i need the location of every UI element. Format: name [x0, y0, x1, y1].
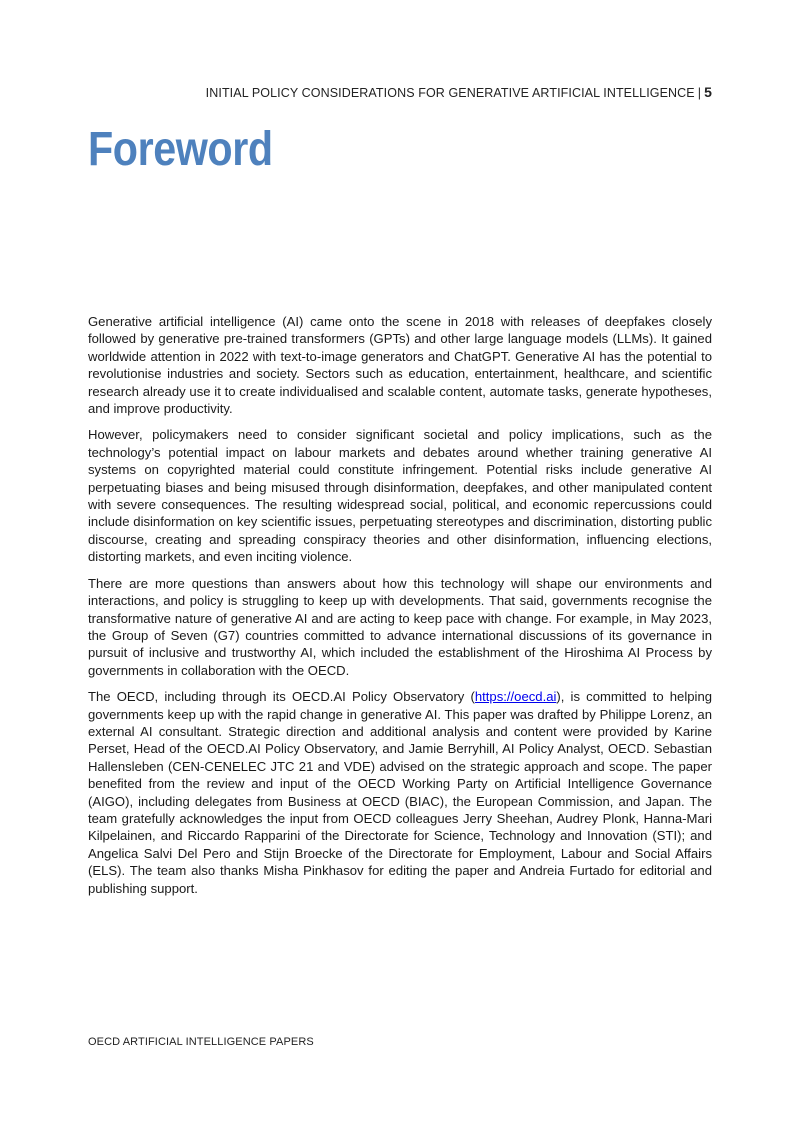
paragraph-4: [88, 688, 712, 897]
paragraph-3: There are more questions than answers about how this technology will shape our environments and interactions, and policy is struggling to keep up with developments. That said, governments recognise the transformative nature of generative AI and are acting to keep pace with change. For example, in May 2023, the Group of Seven (G7) countries committed to advance international discussions of its governance in pursuit of inclusive and trustworthy AI, which included the establishment of the Hiroshima AI Process by governments in collaboration with the OECD.: [88, 575, 712, 678]
oecd-ai-link[interactable]: https://oecd.ai: [474, 689, 557, 705]
paragraph-4-after-link: ), is committed to helping governments keep up with the rapid change in generative AI. This paper was drafted by Philippe Lorenz, an external AI consultant. Strategic direction and additional analysis and content were provided by Karine Perset, Head of the OECD.AI Policy Observatory, and Jamie Berryhill, AI Policy Analyst, OECD. Sebastian Hallensleben (CEN-CENELEC JTC 21 and VDE) advised on the strategic approach and scope. The paper benefited from the review and input of the OECD Working Party on Artificial Intelligence Governance (AIGO), including delegates from Business at OECD (BIAC), the European Commission, and Japan. The team gratefully acknowledges the input from OECD colleagues Jerry Sheehan, Audrey Plonk, Hanna-Mari Kilpelainen, and Riccardo Rapparini of the Directorate for Science, Technology and Innovation (STI); and Angelica Salvi Del Pero and Stijn Broecke of the Directorate for Employment, Labour and Social Affairs (ELS). The team also thanks Misha Pinkhasov for editing the paper and Andreia Furtado for editorial and publishing support.: [88, 689, 713, 896]
page-number: 5: [704, 84, 712, 100]
running-header: [206, 84, 712, 100]
running-footer: OECD ARTIFICIAL INTELLIGENCE PAPERS: [88, 1036, 314, 1048]
page-title: Foreword: [88, 123, 273, 176]
paragraph-2: However, policymakers need to consider significant societal and policy implications, such as the technology’s potential impact on labour markets and debates around whether training generative AI systems on copyrighted material could constitute infringement. Potential risks include generative AI perpetuating biases and being misused through disinformation, deepfakes, and other manipulated content with severe consequences. The resulting widespread social, political, and economic repercussions could include disinformation on key scientific issues, perpetuating stereotypes and discrimination, distorting public discourse, creating and spreading conspiracy theories and other disinformation, influencing elections, distorting markets, and even inciting violence.: [88, 427, 712, 565]
body-text: [88, 313, 712, 906]
header-separator: |: [697, 86, 702, 100]
paragraph-1: Generative artificial intelligence (AI) came onto the scene in 2018 with releases of deepfakes closely followed by generative pre-trained transformers (GPTs) and other large language models (LLMs). It gained worldwide attention in 2022 with text-to-image generators and ChatGPT. Generative AI has the potential to revolutionise industries and society. Sectors such as education, entertainment, healthcare, and scientific research already use it to create individualised and scalable content, automate tasks, generate hypotheses, and improve productivity.: [88, 314, 712, 417]
paragraph-4-before-link: The OECD, including through its OECD.AI Policy Observatory (: [88, 689, 475, 705]
header-title: INITIAL POLICY CONSIDERATIONS FOR GENERATIVE ARTIFICIAL INTELLIGENCE: [205, 86, 695, 100]
